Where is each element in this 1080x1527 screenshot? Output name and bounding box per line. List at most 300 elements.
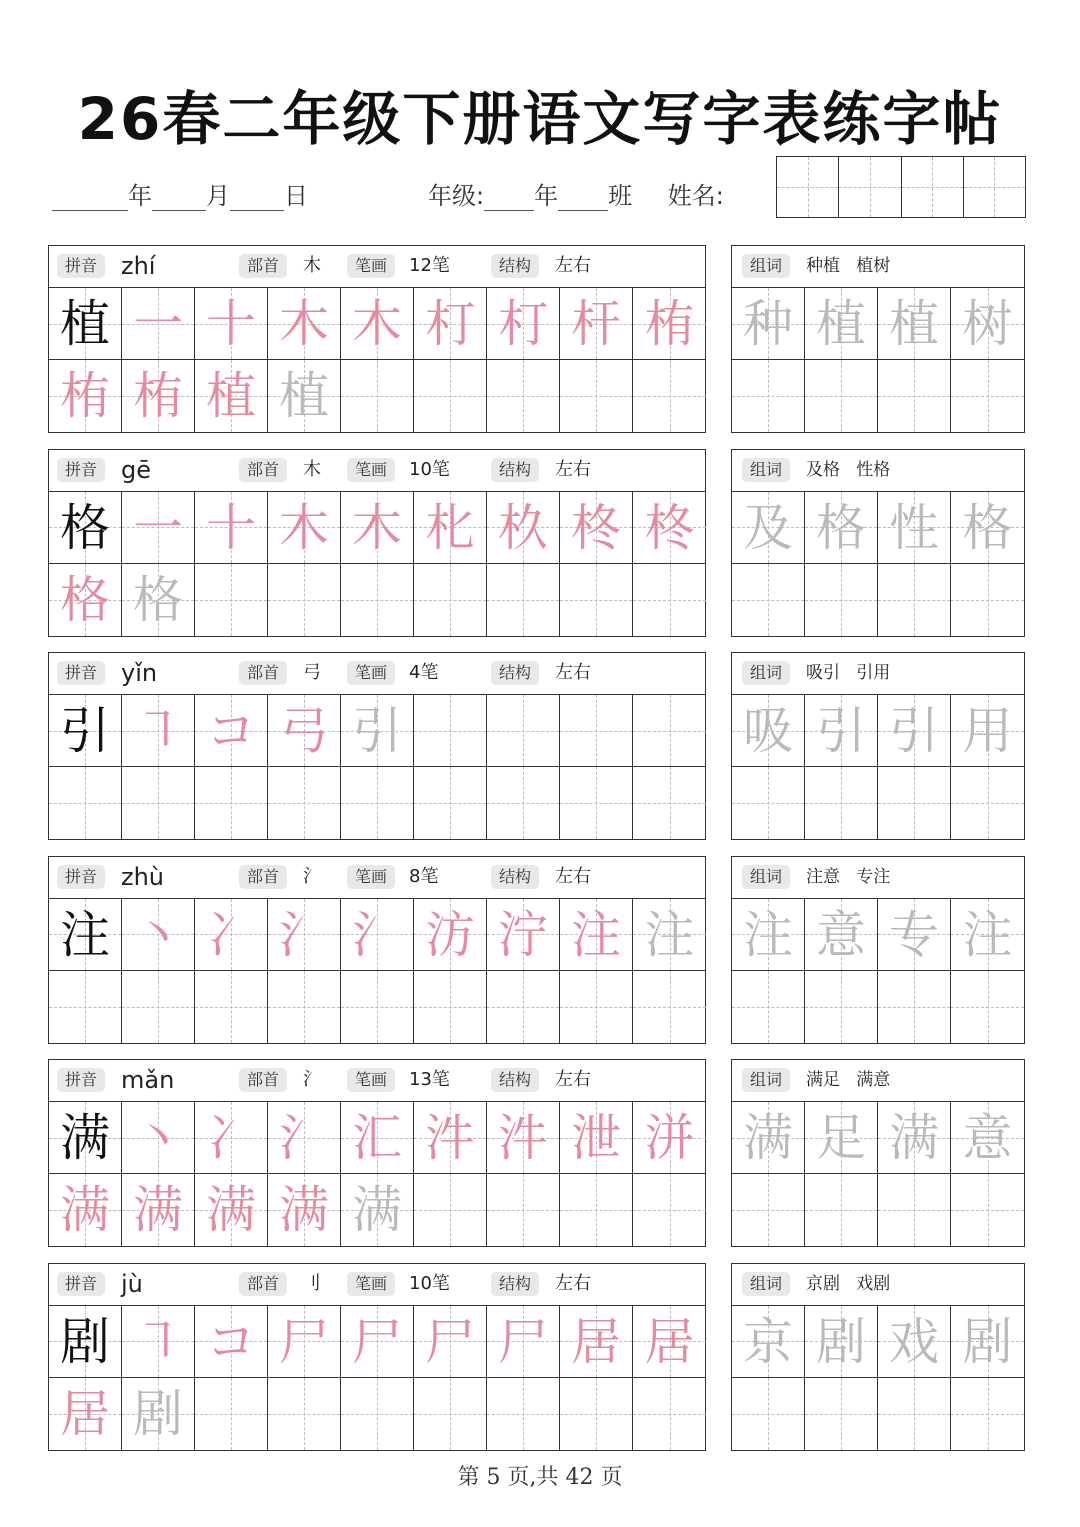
- radical-value: 木: [303, 458, 321, 480]
- char-header: [49, 246, 705, 288]
- grid-cell[interactable]: [268, 360, 341, 432]
- stroke-step: 植: [206, 367, 256, 425]
- grid-cell[interactable]: [805, 492, 878, 564]
- grid-cell[interactable]: [560, 360, 633, 432]
- grid-cell[interactable]: [49, 564, 122, 636]
- grid-cell[interactable]: [195, 360, 268, 432]
- grid-cell[interactable]: [195, 899, 268, 971]
- grid-cell[interactable]: [805, 288, 878, 360]
- grid-cell[interactable]: [195, 1306, 268, 1378]
- grid-cell[interactable]: [341, 1378, 414, 1450]
- grid-cell[interactable]: [268, 1174, 341, 1246]
- grid-cell[interactable]: [951, 288, 1024, 360]
- stroke-step: コ: [206, 1312, 256, 1371]
- grid-cell[interactable]: [732, 1102, 805, 1174]
- grid-cell[interactable]: [122, 564, 195, 636]
- words-tag: 组词: [742, 865, 790, 889]
- stroke-step: 柊: [571, 498, 621, 557]
- grid-cell[interactable]: [195, 492, 268, 564]
- grid-cell[interactable]: [732, 492, 805, 564]
- grid-cell[interactable]: [633, 360, 706, 432]
- char-header: [49, 450, 705, 492]
- grid-cell[interactable]: [633, 1378, 706, 1450]
- grid-cell[interactable]: [341, 899, 414, 971]
- grid-cell[interactable]: [49, 767, 122, 839]
- stroke-step: 注: [571, 905, 621, 964]
- stroke-step: 泄: [571, 1109, 621, 1167]
- grid-cell[interactable]: [633, 695, 706, 767]
- grid-cell[interactable]: [732, 1306, 805, 1378]
- stroke-step: 剧: [133, 1384, 183, 1443]
- word-char: 引: [889, 702, 939, 760]
- word-header: [732, 1264, 1024, 1306]
- stroke-step: 氵: [279, 1109, 329, 1167]
- stroke-step: 尸: [425, 1312, 475, 1371]
- word-char: 树: [962, 295, 1013, 353]
- radical-value: 刂: [303, 1272, 321, 1294]
- stroke-step: 居: [60, 1384, 110, 1443]
- grid-cell[interactable]: [878, 288, 951, 360]
- stroke-step: 注: [644, 905, 695, 964]
- grid-cell[interactable]: [732, 288, 805, 360]
- grid-cell[interactable]: [560, 767, 633, 839]
- grid-cell[interactable]: [341, 360, 414, 432]
- word-char: 吸: [743, 702, 793, 760]
- words-value: 注意 专注: [806, 866, 891, 887]
- grid-cell[interactable]: [122, 767, 195, 839]
- stroke-step: 汼: [425, 1109, 475, 1167]
- structure-tag: 结构: [491, 1068, 539, 1092]
- grid-cell[interactable]: [633, 767, 706, 839]
- strokes-value: 13笔: [409, 1069, 450, 1090]
- grid-cell[interactable]: [414, 1102, 487, 1174]
- grid-cell[interactable]: [732, 899, 805, 971]
- pinyin-tag: 拼音: [57, 254, 105, 278]
- structure-tag: 结构: [491, 1272, 539, 1296]
- word-block: [731, 856, 1025, 1044]
- grid-cell[interactable]: [560, 492, 633, 564]
- grid-cell[interactable]: [341, 695, 414, 767]
- grid-cell[interactable]: [195, 564, 268, 636]
- grid-cell[interactable]: [49, 899, 122, 971]
- word-header: [732, 857, 1024, 899]
- year-label: 年: [128, 182, 152, 210]
- model-char: 剧: [60, 1312, 110, 1371]
- grid-cell[interactable]: [487, 1174, 560, 1246]
- char-block: [48, 245, 706, 433]
- word-char: 植: [816, 295, 866, 353]
- structure-tag: 结构: [491, 458, 539, 482]
- model-char: 格: [60, 498, 110, 557]
- stroke-step: 木: [352, 295, 402, 353]
- structure-tag: 结构: [491, 865, 539, 889]
- grid-cell[interactable]: [122, 1102, 195, 1174]
- word-block: [731, 1263, 1025, 1451]
- page-title: 26春二年级下册语文写字表练字帖: [77, 85, 1003, 153]
- grid-cell[interactable]: [49, 1102, 122, 1174]
- grid-cell[interactable]: [951, 1378, 1024, 1450]
- class-label: 班: [608, 182, 633, 210]
- grid-cell[interactable]: [878, 767, 951, 839]
- name-cell[interactable]: [839, 157, 901, 217]
- grid-cell[interactable]: [195, 1174, 268, 1246]
- grid-cell[interactable]: [414, 564, 487, 636]
- grid-cell[interactable]: [878, 971, 951, 1043]
- char-header: [49, 857, 705, 899]
- grid-cell[interactable]: [951, 1102, 1024, 1174]
- word-char: 意: [962, 1109, 1013, 1167]
- grid-cell[interactable]: [878, 1378, 951, 1450]
- stroke-step: 引: [352, 702, 402, 760]
- grid-cell[interactable]: [195, 288, 268, 360]
- grid-cell[interactable]: [414, 767, 487, 839]
- grid-cell[interactable]: [49, 1174, 122, 1246]
- class-blank[interactable]: [558, 184, 608, 211]
- word-grid: [732, 492, 1024, 636]
- grid-cell[interactable]: [560, 288, 633, 360]
- grid-cell[interactable]: [341, 767, 414, 839]
- grid-cell[interactable]: [633, 1306, 706, 1378]
- stroke-step: 尸: [279, 1312, 329, 1371]
- page-footer: 第 5 页,共 42 页: [457, 1465, 623, 1490]
- grid-cell[interactable]: [268, 695, 341, 767]
- stroke-step: 栯: [644, 295, 695, 353]
- grid-cell[interactable]: [878, 492, 951, 564]
- word-char: 足: [816, 1109, 866, 1167]
- grid-cell[interactable]: [878, 695, 951, 767]
- words-value: 满足 满意: [806, 1070, 891, 1090]
- grid-cell[interactable]: [341, 492, 414, 564]
- grid-cell[interactable]: [49, 695, 122, 767]
- char-header: [49, 653, 705, 695]
- grid-cell[interactable]: [805, 695, 878, 767]
- word-char: 满: [889, 1109, 939, 1167]
- stroke-step: 洴: [644, 1109, 695, 1167]
- grid-cell[interactable]: [414, 1378, 487, 1450]
- grid-cell[interactable]: [487, 492, 560, 564]
- pinyin-value: zhí: [121, 252, 156, 280]
- grid-cell[interactable]: [487, 899, 560, 971]
- stroke-step: 栯: [133, 367, 183, 425]
- grid-cell[interactable]: [195, 767, 268, 839]
- grid-cell[interactable]: [805, 1102, 878, 1174]
- stroke-step: 满: [279, 1181, 329, 1239]
- strokes-tag: 笔画: [347, 1272, 395, 1296]
- word-char: 京: [743, 1312, 793, 1371]
- stroke-step: ㇕: [133, 1312, 183, 1371]
- word-char: 用: [962, 702, 1013, 760]
- grid-cell[interactable]: [951, 1174, 1024, 1246]
- grid-cell[interactable]: [805, 971, 878, 1043]
- stroke-step: 丶: [133, 1109, 183, 1167]
- grid-cell[interactable]: [878, 360, 951, 432]
- pinyin-value: gē: [121, 455, 151, 484]
- grid-cell[interactable]: [878, 1174, 951, 1246]
- stroke-step: 居: [644, 1312, 695, 1371]
- char-header: [49, 1060, 705, 1102]
- grid-cell[interactable]: [49, 1378, 122, 1450]
- grid-cell[interactable]: [805, 1174, 878, 1246]
- word-char: 专: [889, 905, 939, 964]
- stroke-step: 朼: [425, 498, 475, 557]
- model-char: 植: [60, 295, 110, 353]
- month-blank[interactable]: [152, 184, 206, 211]
- words-tag: 组词: [742, 1068, 790, 1092]
- word-char: 注: [743, 905, 793, 964]
- pinyin-tag: 拼音: [57, 458, 105, 482]
- grid-cell[interactable]: [122, 971, 195, 1043]
- grid-cell[interactable]: [195, 695, 268, 767]
- grid-cell[interactable]: [268, 1306, 341, 1378]
- grid-cell[interactable]: [49, 1306, 122, 1378]
- grid-cell[interactable]: [633, 971, 706, 1043]
- grid-cell[interactable]: [414, 695, 487, 767]
- strokes-tag: 笔画: [347, 661, 395, 685]
- name-box[interactable]: [776, 156, 1026, 218]
- strokes-tag: 笔画: [347, 865, 395, 889]
- strokes-value: 12笔: [409, 255, 450, 276]
- stroke-step: 尸: [352, 1312, 402, 1371]
- grid-cell[interactable]: [878, 899, 951, 971]
- grid-cell[interactable]: [732, 1378, 805, 1450]
- pinyin-value: jù: [121, 1269, 143, 1298]
- stroke-step: 尸: [498, 1312, 548, 1371]
- char-grid: [49, 1306, 706, 1450]
- grid-cell[interactable]: [951, 492, 1024, 564]
- structure-tag: 结构: [491, 661, 539, 685]
- stroke-step: 氵: [352, 905, 402, 964]
- grid-cell[interactable]: [951, 767, 1024, 839]
- grid-cell[interactable]: [732, 971, 805, 1043]
- grid-cell[interactable]: [560, 564, 633, 636]
- grid-cell[interactable]: [414, 899, 487, 971]
- stroke-step: 氵: [279, 905, 329, 964]
- stroke-step: コ: [206, 702, 256, 760]
- structure-value: 左右: [555, 1069, 591, 1090]
- char-grid: [49, 695, 706, 839]
- stroke-step: 杦: [498, 498, 548, 557]
- grid-cell[interactable]: [268, 1102, 341, 1174]
- grid-cell[interactable]: [805, 564, 878, 636]
- grid-cell[interactable]: [122, 360, 195, 432]
- stroke-step: 冫: [206, 1109, 256, 1167]
- grid-cell[interactable]: [414, 1306, 487, 1378]
- name-cell[interactable]: [902, 157, 964, 217]
- pinyin-value: mǎn: [121, 1066, 175, 1094]
- grid-cell[interactable]: [195, 1102, 268, 1174]
- word-grid: [732, 695, 1024, 839]
- grid-cell[interactable]: [122, 1306, 195, 1378]
- grid-cell[interactable]: [732, 1174, 805, 1246]
- word-grid: [732, 1102, 1024, 1246]
- grid-cell[interactable]: [341, 1174, 414, 1246]
- grid-cell[interactable]: [560, 899, 633, 971]
- grid-cell[interactable]: [414, 971, 487, 1043]
- grid-cell[interactable]: [878, 1102, 951, 1174]
- grid-cell[interactable]: [951, 899, 1024, 971]
- grid-cell[interactable]: [487, 695, 560, 767]
- grid-cell[interactable]: [560, 1306, 633, 1378]
- grid-cell[interactable]: [633, 492, 706, 564]
- strokes-value: 10笔: [409, 1272, 450, 1294]
- grid-cell[interactable]: [195, 971, 268, 1043]
- grid-cell[interactable]: [951, 564, 1024, 636]
- grade-line: [428, 176, 724, 211]
- grid-cell[interactable]: [487, 564, 560, 636]
- pinyin-value: zhù: [121, 862, 165, 891]
- grid-cell[interactable]: [341, 1306, 414, 1378]
- grid-cell[interactable]: [732, 360, 805, 432]
- name-cell[interactable]: [964, 157, 1025, 217]
- stroke-step: 木: [352, 498, 402, 557]
- grid-cell[interactable]: [560, 695, 633, 767]
- grid-cell[interactable]: [805, 899, 878, 971]
- grid-cell[interactable]: [878, 1306, 951, 1378]
- grid-cell[interactable]: [732, 767, 805, 839]
- radical-tag: 部首: [239, 254, 287, 278]
- grid-cell[interactable]: [633, 1102, 706, 1174]
- grid-cell[interactable]: [122, 492, 195, 564]
- pinyin-tag: 拼音: [57, 865, 105, 889]
- word-char: 种: [743, 295, 793, 353]
- grid-cell[interactable]: [951, 695, 1024, 767]
- grid-cell[interactable]: [268, 767, 341, 839]
- year-blank[interactable]: [52, 184, 128, 211]
- grid-cell[interactable]: [268, 492, 341, 564]
- stroke-step: 木: [279, 498, 329, 557]
- model-char: 引: [60, 702, 110, 760]
- grid-cell[interactable]: [487, 971, 560, 1043]
- grid-cell[interactable]: [195, 1378, 268, 1450]
- stroke-step: 一: [133, 498, 183, 557]
- stroke-step: 汇: [352, 1109, 402, 1167]
- grid-cell[interactable]: [341, 288, 414, 360]
- grid-cell[interactable]: [560, 1102, 633, 1174]
- stroke-step: 汼: [498, 1109, 548, 1167]
- stroke-step: ㇕: [133, 702, 183, 760]
- grid-cell[interactable]: [122, 899, 195, 971]
- grid-cell[interactable]: [633, 288, 706, 360]
- grid-cell[interactable]: [487, 1306, 560, 1378]
- grid-cell[interactable]: [414, 492, 487, 564]
- grid-cell[interactable]: [487, 1378, 560, 1450]
- stroke-step: 一: [133, 295, 183, 353]
- grid-cell[interactable]: [268, 899, 341, 971]
- grid-cell[interactable]: [487, 767, 560, 839]
- radical-tag: 部首: [239, 458, 287, 482]
- word-header: [732, 450, 1024, 492]
- radical-tag: 部首: [239, 865, 287, 889]
- radical-tag: 部首: [239, 1068, 287, 1092]
- grid-cell[interactable]: [341, 1102, 414, 1174]
- radical-value: 氵: [303, 1069, 321, 1090]
- name-cell[interactable]: [777, 157, 839, 217]
- word-header: [732, 246, 1024, 288]
- words-tag: 组词: [742, 254, 790, 278]
- pinyin-tag: 拼音: [57, 1272, 105, 1296]
- grid-cell[interactable]: [268, 971, 341, 1043]
- pinyin-tag: 拼音: [57, 1068, 105, 1092]
- stroke-step: 汸: [425, 905, 475, 964]
- grid-cell[interactable]: [414, 288, 487, 360]
- word-char: 植: [889, 295, 939, 353]
- grid-cell[interactable]: [49, 360, 122, 432]
- radical-tag: 部首: [239, 661, 287, 685]
- grid-cell[interactable]: [560, 1174, 633, 1246]
- stroke-step: 满: [206, 1181, 256, 1239]
- grid-cell[interactable]: [805, 767, 878, 839]
- grid-cell[interactable]: [487, 1102, 560, 1174]
- grid-cell[interactable]: [732, 695, 805, 767]
- pinyin-value: yǐn: [121, 659, 158, 687]
- stroke-step: 木: [279, 295, 329, 353]
- grid-cell[interactable]: [805, 1306, 878, 1378]
- grid-cell[interactable]: [633, 899, 706, 971]
- grid-cell[interactable]: [49, 971, 122, 1043]
- char-grid: [49, 1102, 706, 1246]
- grid-cell[interactable]: [341, 971, 414, 1043]
- grid-cell[interactable]: [268, 288, 341, 360]
- word-grid: [732, 1306, 1024, 1450]
- word-block: [731, 1059, 1025, 1247]
- word-block: [731, 652, 1025, 840]
- grid-cell[interactable]: [268, 1378, 341, 1450]
- grid-cell[interactable]: [268, 564, 341, 636]
- grid-cell[interactable]: [951, 971, 1024, 1043]
- grid-cell[interactable]: [122, 1378, 195, 1450]
- stroke-step: 十: [206, 498, 256, 557]
- grid-cell[interactable]: [414, 360, 487, 432]
- grid-cell[interactable]: [49, 492, 122, 564]
- word-char: 剧: [816, 1312, 866, 1371]
- word-char: 引: [816, 702, 866, 760]
- grid-cell[interactable]: [49, 288, 122, 360]
- grid-cell[interactable]: [732, 564, 805, 636]
- day-blank[interactable]: [230, 184, 284, 211]
- grade-label: 年级:: [428, 182, 485, 210]
- grid-cell[interactable]: [878, 564, 951, 636]
- model-char: 满: [60, 1109, 110, 1167]
- word-grid: [732, 288, 1024, 432]
- stroke-step: 满: [60, 1181, 110, 1239]
- grid-cell[interactable]: [487, 288, 560, 360]
- grid-cell[interactable]: [122, 1174, 195, 1246]
- word-char: 剧: [962, 1312, 1013, 1371]
- grade-blank[interactable]: [484, 184, 534, 211]
- stroke-step: 弓: [279, 702, 329, 760]
- stroke-step: 满: [352, 1181, 402, 1239]
- grid-cell[interactable]: [341, 564, 414, 636]
- grid-cell[interactable]: [951, 360, 1024, 432]
- grid-cell[interactable]: [560, 971, 633, 1043]
- grid-cell[interactable]: [487, 360, 560, 432]
- grid-cell[interactable]: [633, 564, 706, 636]
- word-char: 性: [889, 498, 939, 557]
- grid-cell[interactable]: [633, 1174, 706, 1246]
- char-grid: [49, 899, 706, 1043]
- grid-cell[interactable]: [414, 1174, 487, 1246]
- grid-cell[interactable]: [805, 360, 878, 432]
- grid-cell[interactable]: [951, 1306, 1024, 1378]
- grid-cell[interactable]: [805, 1378, 878, 1450]
- grid-cell[interactable]: [122, 695, 195, 767]
- word-grid: [732, 899, 1024, 1043]
- grid-cell[interactable]: [560, 1378, 633, 1450]
- stroke-step: 居: [571, 1312, 621, 1371]
- strokes-value: 10笔: [409, 458, 450, 480]
- month-label: 月: [206, 182, 230, 210]
- grid-cell[interactable]: [122, 288, 195, 360]
